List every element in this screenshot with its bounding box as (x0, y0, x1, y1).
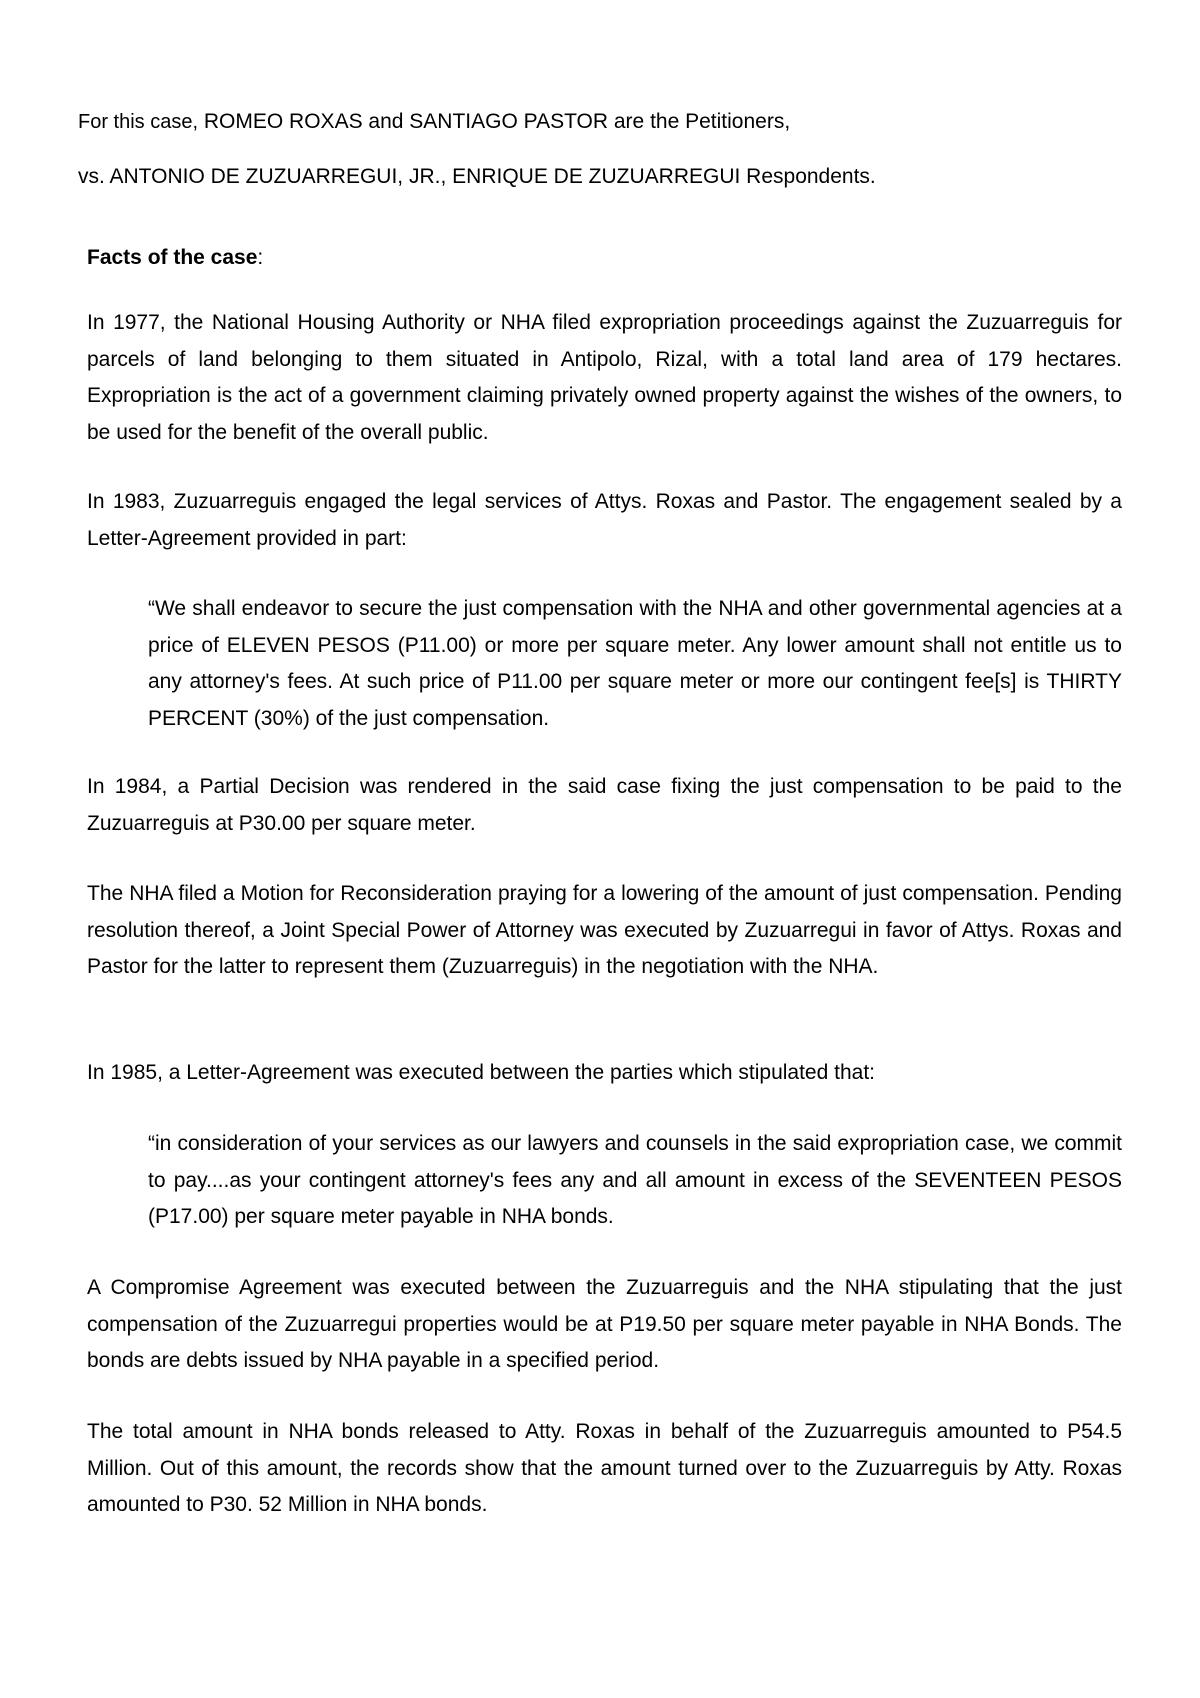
paragraph-1984-partial-decision: In 1984, a Partial Decision was rendered in the said case fixing the just compensation to be paid to the Zuzuarreguis at P30.00 per square meter. (87, 775, 1122, 835)
paragraph-1985-letter-agreement: In 1985, a Letter-Agreement was executed between the parties which stipulated that: (87, 1061, 875, 1084)
quote-1983-letter-agreement: “We shall endeavor to secure the just compensation with the NHA and other governmental agencies at a price of ELEVEN PESOS (P11.00) or more per square meter. Any lower amount shall not entitle us to any attorney's fees. At such price of P11.00 per square meter or more our contingent fee[s] is THIRTY PERCENT (30%) of the just compensation. (148, 597, 1122, 730)
respondents-line: vs. ANTONIO DE ZUZUARREGUI, JR., ENRIQUE DE ZUZUARREGUI Respondents. (78, 165, 876, 188)
petitioners-text: ROMEO ROXAS and SANTIAGO PASTOR are the Petitioners, (203, 110, 791, 133)
paragraph-1983-engagement: In 1983, Zuzuarreguis engaged the legal services of Attys. Roxas and Pastor. The engagement sealed by a Letter-Agreement provided in part: (87, 490, 1122, 550)
facts-heading-colon: : (257, 246, 264, 269)
intro-lead: For this case, (78, 111, 199, 133)
facts-heading-text: Facts of the case (87, 246, 258, 269)
paragraph-motion-for-reconsideration: The NHA filed a Motion for Reconsideration praying for a lowering of the amount of just compensation. Pending resolution thereof, a Joint Special Power of Attorney was executed by Zuzuarregui in favor of Attys. Roxas and Pastor for the latter to represent them (Zuzuarreguis) in the negotiation with the NHA. (87, 882, 1122, 978)
petitioners-line (78, 108, 790, 136)
paragraph-1977-expropriation: In 1977, the National Housing Authority or NHA filed expropriation proceedings against the Zuzuarreguis for parcels of land belonging to them situated in Antipolo, Rizal, with a total land area of 179 hectares. Expropriation is the act of a government claiming privately owned property against the wishes of the owners, to be used for the benefit of the overall public. (87, 311, 1122, 444)
paragraph-compromise-agreement: A Compromise Agreement was executed between the Zuzuarreguis and the NHA stipulating that the just compensation of the Zuzuarregui properties would be at P19.50 per square meter payable in NHA Bonds. The bonds are debts issued by NHA payable in a specified period. (87, 1276, 1122, 1372)
paragraph-nha-bonds-total: The total amount in NHA bonds released to Atty. Roxas in behalf of the Zuzuarreguis amounted to P54.5 Million. Out of this amount, the records show that the amount turned over to the Zuzuarreguis by Atty. Roxas amounted to P30. 52 Million in NHA bonds. (87, 1420, 1122, 1516)
quote-1985-letter-agreement: “in consideration of your services as our lawyers and counsels in the said expropriation case, we commit to pay....as your contingent attorney's fees any and all amount in excess of the SEVENTEEN PESOS (P17.00) per square meter payable in NHA bonds. (148, 1132, 1122, 1228)
facts-heading (87, 244, 263, 272)
